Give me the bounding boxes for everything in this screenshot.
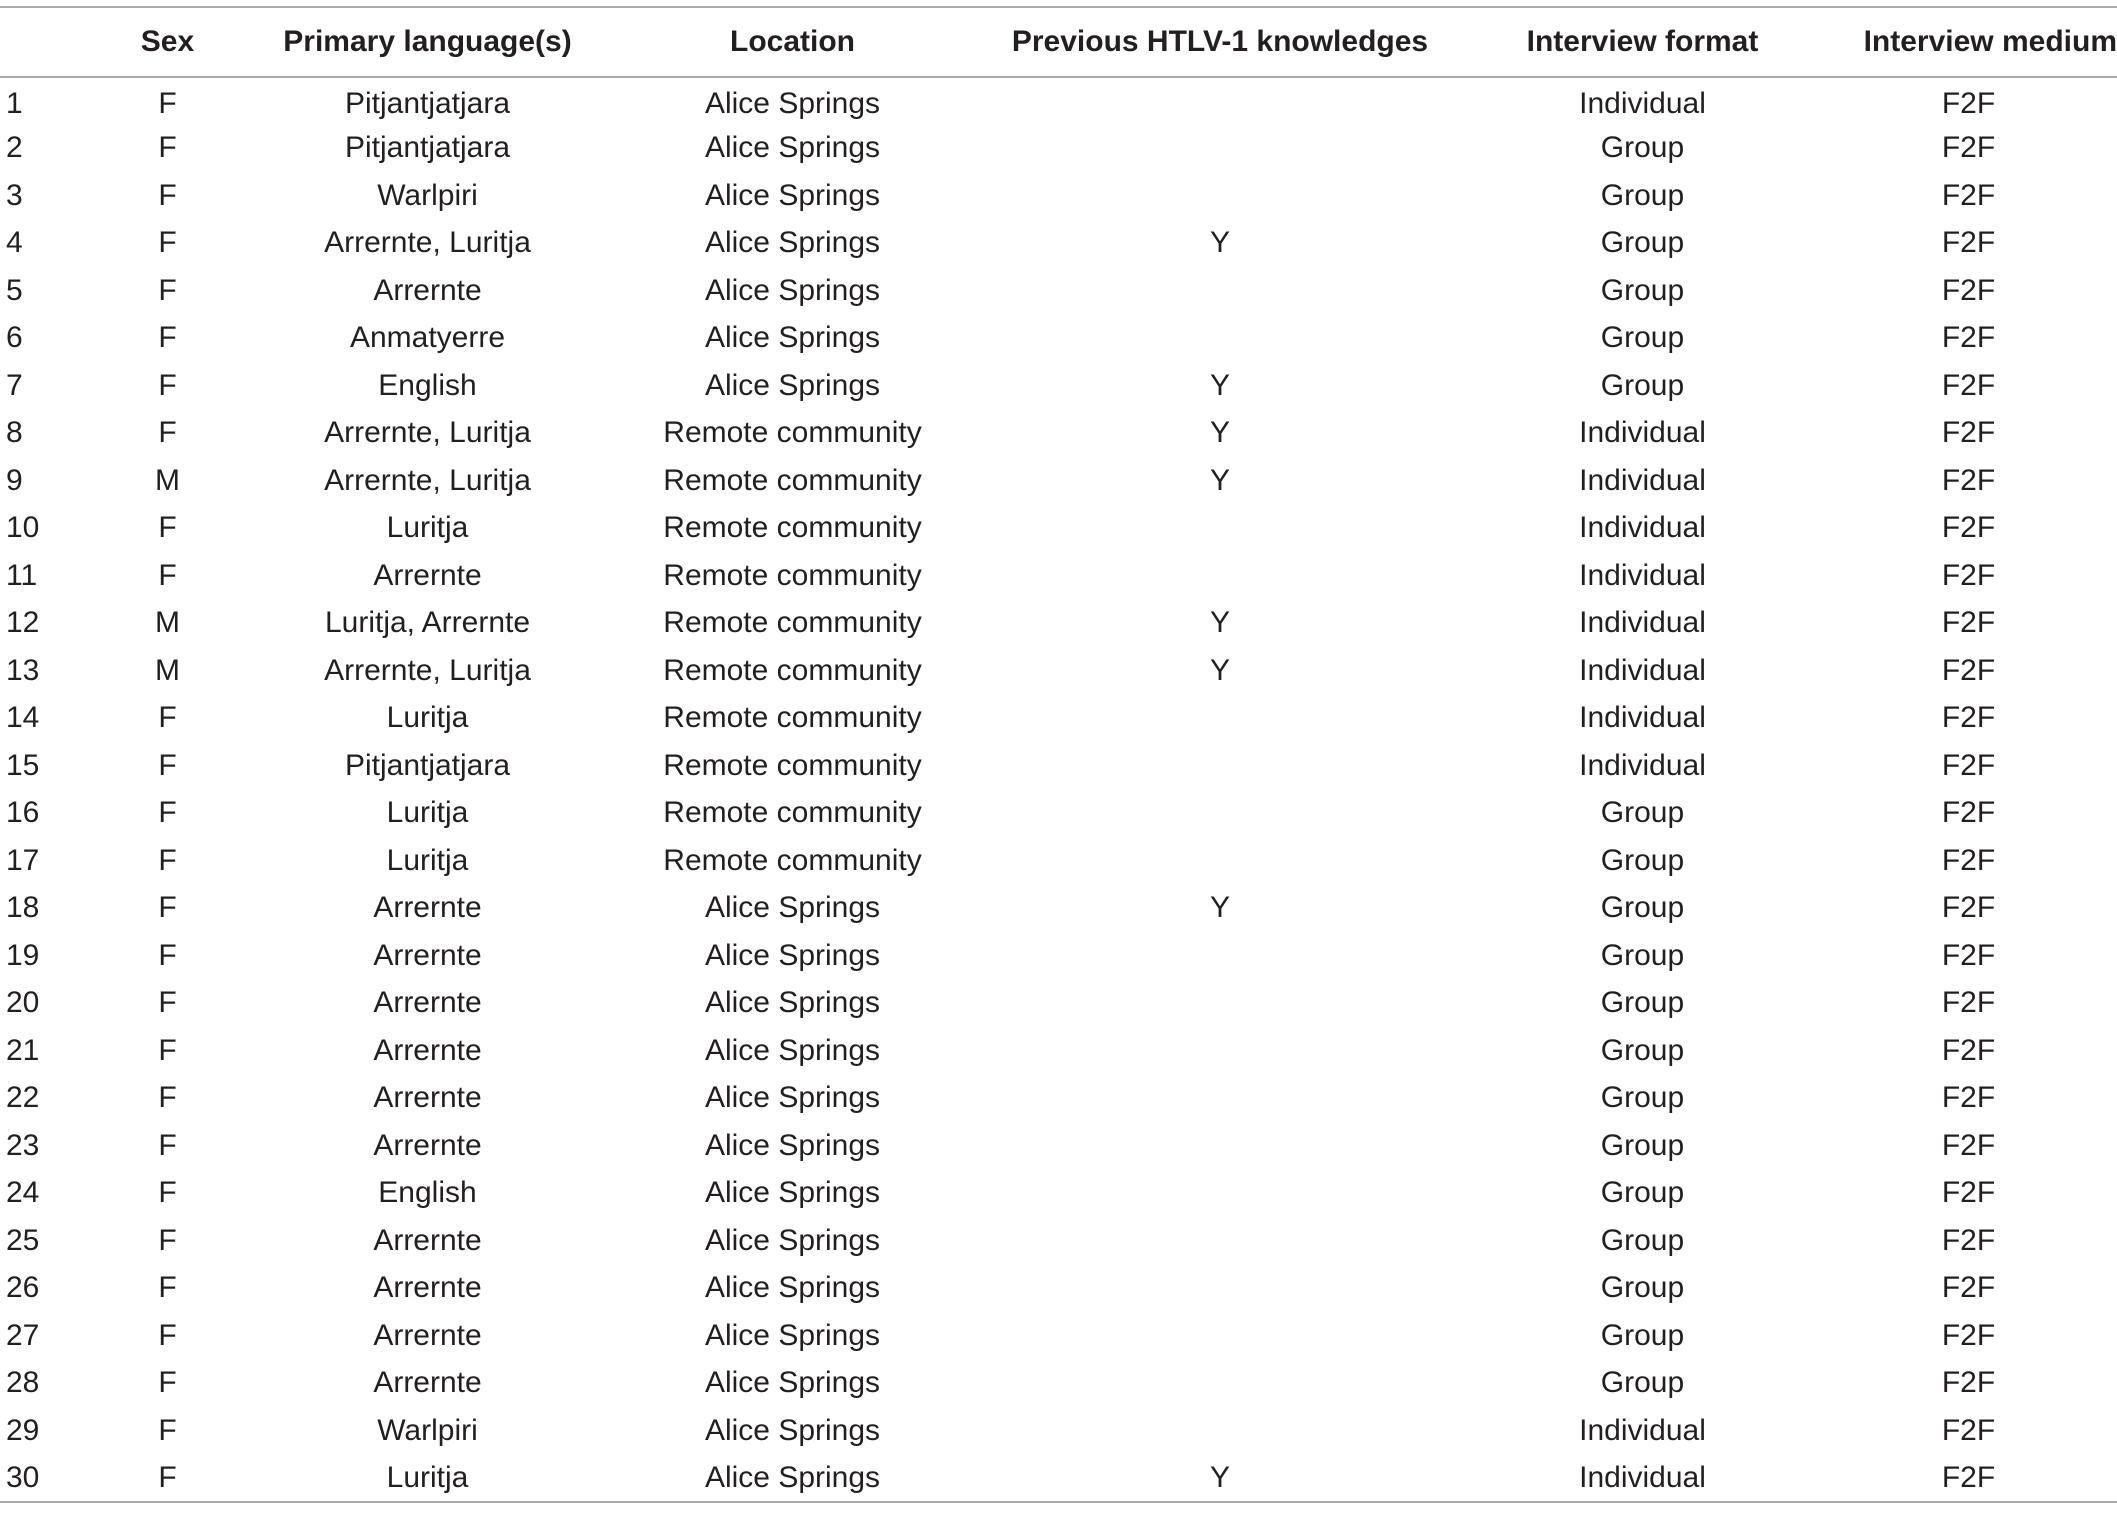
- cell-interview-format: Group: [1600, 1081, 1685, 1115]
- cell-interview-format: Group: [1600, 1033, 1685, 1067]
- cell-htlv-knowledge: [975, 1075, 1465, 1123]
- cell-sex: F: [158, 511, 177, 545]
- table-row: [0, 600, 2117, 648]
- cell-htlv-knowledge: Y: [1209, 606, 1230, 640]
- cell-interview-format: Group: [1600, 796, 1685, 830]
- cell-location: Alice Springs: [704, 1033, 881, 1067]
- cell-participant-id: 29: [6, 1413, 40, 1447]
- cell-location: Remote community: [663, 748, 922, 782]
- cell-interview-format: Group: [1600, 178, 1685, 212]
- cell-sex: F: [158, 701, 177, 735]
- cell-interview-medium: F2F: [1941, 1033, 1996, 1067]
- cell-primary-language: Arrernte: [373, 273, 482, 307]
- cell-interview-format: Group: [1600, 131, 1685, 165]
- cell-interview-medium: F2F: [1941, 1318, 1996, 1352]
- cell-htlv-knowledge: [975, 1360, 1465, 1408]
- cell-interview-medium: F2F: [1941, 87, 1996, 121]
- cell-participant-id: 26: [6, 1271, 40, 1305]
- cell-interview-format: Group: [1600, 1366, 1685, 1400]
- table-row: [0, 790, 2117, 838]
- cell-primary-language: Arrernte: [373, 986, 482, 1020]
- cell-primary-language: Warlpiri: [377, 178, 478, 212]
- cell-htlv-knowledge: Y: [1209, 416, 1230, 450]
- cell-interview-format: Individual: [1579, 558, 1706, 592]
- cell-interview-medium: F2F: [1941, 986, 1996, 1020]
- table-row: [0, 1075, 2117, 1123]
- cell-location: Alice Springs: [704, 226, 881, 260]
- table-row: [0, 1455, 2117, 1503]
- cell-interview-format: Group: [1600, 891, 1685, 925]
- header-primary-language: Primary language(s): [283, 25, 572, 58]
- cell-location: Remote community: [663, 463, 922, 497]
- cell-sex: F: [158, 87, 177, 121]
- table-row: [0, 1170, 2117, 1218]
- cell-interview-medium: F2F: [1941, 843, 1996, 877]
- cell-primary-language: Arrernte, Luritja: [324, 226, 531, 260]
- cell-participant-id: 10: [6, 511, 40, 545]
- cell-interview-format: Group: [1600, 1223, 1685, 1257]
- header-sex: Sex: [140, 25, 195, 58]
- header-htlv-knowledge: Previous HTLV-1 knowledges: [1011, 25, 1429, 58]
- table-row: [0, 1407, 2117, 1455]
- cell-htlv-knowledge: [975, 267, 1465, 315]
- cell-primary-language: Luritja: [386, 796, 469, 830]
- table-row: [0, 552, 2117, 600]
- cell-primary-language: Warlpiri: [377, 1413, 478, 1447]
- cell-sex: F: [158, 891, 177, 925]
- cell-htlv-knowledge: [975, 77, 1465, 125]
- cell-location: Remote community: [663, 843, 922, 877]
- cell-interview-format: Group: [1600, 1318, 1685, 1352]
- cell-interview-format: Individual: [1579, 606, 1706, 640]
- header-interview-medium: Interview medium: [1863, 25, 2117, 58]
- cell-interview-format: Group: [1600, 273, 1685, 307]
- table-row: [0, 695, 2117, 743]
- cell-htlv-knowledge: [975, 1312, 1465, 1360]
- table-row: [0, 742, 2117, 790]
- cell-participant-id: 21: [6, 1033, 40, 1067]
- cell-interview-format: Group: [1600, 843, 1685, 877]
- cell-participant-id: 7: [6, 368, 23, 402]
- cell-location: Alice Springs: [704, 131, 881, 165]
- participants-table: [0, 6, 2117, 1503]
- cell-location: Alice Springs: [704, 1413, 881, 1447]
- table-row: [0, 172, 2117, 220]
- table-row: [0, 1360, 2117, 1408]
- cell-htlv-knowledge: [975, 125, 1465, 173]
- table-row: [0, 267, 2117, 315]
- table-row: [0, 125, 2117, 173]
- cell-interview-medium: F2F: [1941, 416, 1996, 450]
- cell-sex: F: [158, 986, 177, 1020]
- cell-interview-medium: F2F: [1941, 1223, 1996, 1257]
- cell-location: Remote community: [663, 558, 922, 592]
- cell-interview-medium: F2F: [1941, 558, 1996, 592]
- cell-location: Alice Springs: [704, 321, 881, 355]
- cell-participant-id: 4: [6, 226, 23, 260]
- cell-interview-format: Group: [1600, 226, 1685, 260]
- cell-htlv-knowledge: [975, 1170, 1465, 1218]
- cell-location: Alice Springs: [704, 1128, 881, 1162]
- cell-participant-id: 27: [6, 1318, 40, 1352]
- cell-htlv-knowledge: [975, 315, 1465, 363]
- table-row: [0, 647, 2117, 695]
- cell-sex: F: [158, 843, 177, 877]
- cell-location: Remote community: [663, 701, 922, 735]
- cell-htlv-knowledge: [975, 505, 1465, 553]
- cell-sex: F: [158, 1081, 177, 1115]
- cell-sex: F: [158, 1271, 177, 1305]
- cell-sex: F: [158, 1223, 177, 1257]
- cell-primary-language: Arrernte: [373, 938, 482, 972]
- cell-location: Alice Springs: [704, 1223, 881, 1257]
- cell-interview-medium: F2F: [1941, 1271, 1996, 1305]
- cell-interview-medium: F2F: [1941, 1081, 1996, 1115]
- table-row: [0, 315, 2117, 363]
- cell-primary-language: Arrernte: [373, 1271, 482, 1305]
- cell-sex: F: [158, 321, 177, 355]
- cell-participant-id: 11: [6, 558, 38, 592]
- cell-sex: F: [158, 1413, 177, 1447]
- cell-location: Alice Springs: [704, 87, 881, 121]
- table-row: [0, 505, 2117, 553]
- cell-htlv-knowledge: [975, 790, 1465, 838]
- header-location: Location: [730, 25, 855, 58]
- cell-location: Remote community: [663, 796, 922, 830]
- cell-primary-language: Arrernte, Luritja: [324, 653, 531, 687]
- cell-interview-format: Individual: [1579, 416, 1706, 450]
- cell-interview-medium: F2F: [1941, 796, 1996, 830]
- cell-interview-medium: F2F: [1941, 938, 1996, 972]
- cell-interview-medium: F2F: [1941, 178, 1996, 212]
- header-interview-format: Interview format: [1526, 25, 1759, 58]
- cell-location: Alice Springs: [704, 368, 881, 402]
- cell-location: Remote community: [663, 511, 922, 545]
- cell-sex: M: [155, 653, 180, 687]
- cell-htlv-knowledge: [975, 1122, 1465, 1170]
- cell-interview-format: Individual: [1579, 1413, 1706, 1447]
- cell-location: Alice Springs: [704, 1366, 881, 1400]
- cell-participant-id: 9: [6, 463, 23, 497]
- table-row: [0, 885, 2117, 933]
- cell-interview-format: Individual: [1579, 87, 1706, 121]
- cell-participant-id: 1: [6, 87, 23, 121]
- cell-primary-language: Arrernte: [373, 891, 482, 925]
- cell-interview-format: Individual: [1579, 1460, 1706, 1494]
- cell-primary-language: Luritja: [386, 843, 469, 877]
- cell-interview-medium: F2F: [1941, 511, 1996, 545]
- cell-primary-language: Arrernte: [373, 558, 482, 592]
- cell-participant-id: 16: [6, 796, 40, 830]
- cell-participant-id: 28: [6, 1366, 40, 1400]
- cell-sex: F: [158, 368, 177, 402]
- cell-participant-id: 2: [6, 131, 23, 165]
- cell-htlv-knowledge: [975, 552, 1465, 600]
- cell-location: Alice Springs: [704, 986, 881, 1020]
- cell-sex: F: [158, 748, 177, 782]
- cell-sex: F: [158, 226, 177, 260]
- cell-participant-id: 12: [6, 606, 40, 640]
- cell-participant-id: 25: [6, 1223, 40, 1257]
- cell-interview-format: Group: [1600, 1176, 1685, 1210]
- cell-interview-format: Individual: [1579, 511, 1706, 545]
- cell-location: Alice Springs: [704, 178, 881, 212]
- cell-participant-id: 8: [6, 416, 23, 450]
- cell-participant-id: 20: [6, 986, 40, 1020]
- cell-sex: F: [158, 1033, 177, 1067]
- cell-location: Alice Springs: [704, 938, 881, 972]
- table-row: [0, 980, 2117, 1028]
- cell-interview-medium: F2F: [1941, 463, 1996, 497]
- cell-interview-medium: F2F: [1941, 1413, 1996, 1447]
- cell-interview-medium: F2F: [1941, 1460, 1996, 1494]
- cell-primary-language: Arrernte: [373, 1318, 482, 1352]
- cell-interview-medium: F2F: [1941, 653, 1996, 687]
- cell-participant-id: 3: [6, 178, 23, 212]
- cell-interview-format: Group: [1600, 368, 1685, 402]
- cell-participant-id: 23: [6, 1128, 40, 1162]
- cell-primary-language: Anmatyerre: [349, 321, 506, 355]
- cell-participant-id: 13: [6, 653, 40, 687]
- cell-primary-language: Luritja: [386, 701, 469, 735]
- table-row: [0, 1312, 2117, 1360]
- cell-participant-id: 6: [6, 321, 23, 355]
- cell-htlv-knowledge: [975, 695, 1465, 743]
- cell-sex: M: [155, 463, 180, 497]
- cell-htlv-knowledge: Y: [1209, 368, 1230, 402]
- cell-htlv-knowledge: Y: [1209, 1460, 1230, 1494]
- cell-participant-id: 22: [6, 1081, 40, 1115]
- cell-sex: F: [158, 796, 177, 830]
- table-row: [0, 77, 2117, 125]
- cell-participant-id: 17: [6, 843, 40, 877]
- cell-participant-id: 18: [6, 891, 40, 925]
- cell-participant-id: 19: [6, 938, 40, 972]
- cell-sex: F: [158, 178, 177, 212]
- cell-htlv-knowledge: Y: [1209, 463, 1230, 497]
- cell-htlv-knowledge: [975, 172, 1465, 220]
- cell-primary-language: Arrernte: [373, 1223, 482, 1257]
- header-row: [0, 7, 2117, 77]
- table-row: [0, 362, 2117, 410]
- cell-htlv-knowledge: [975, 1027, 1465, 1075]
- cell-location: Alice Springs: [704, 891, 881, 925]
- cell-location: Alice Springs: [704, 1081, 881, 1115]
- cell-location: Alice Springs: [704, 273, 881, 307]
- cell-participant-id: 30: [6, 1460, 40, 1494]
- cell-participant-id: 15: [6, 748, 40, 782]
- cell-primary-language: Arrernte: [373, 1128, 482, 1162]
- cell-sex: F: [158, 131, 177, 165]
- cell-location: Remote community: [663, 653, 922, 687]
- cell-interview-format: Group: [1600, 321, 1685, 355]
- cell-interview-medium: F2F: [1941, 701, 1996, 735]
- cell-interview-medium: F2F: [1941, 368, 1996, 402]
- cell-location: Alice Springs: [704, 1271, 881, 1305]
- cell-interview-medium: F2F: [1941, 748, 1996, 782]
- cell-location: Alice Springs: [704, 1318, 881, 1352]
- table-row: [0, 1122, 2117, 1170]
- cell-htlv-knowledge: [975, 1265, 1465, 1313]
- cell-sex: F: [158, 1460, 177, 1494]
- cell-interview-medium: F2F: [1941, 273, 1996, 307]
- table-row: [0, 410, 2117, 458]
- table-row: [0, 1265, 2117, 1313]
- cell-htlv-knowledge: [975, 742, 1465, 790]
- table-row: [0, 457, 2117, 505]
- cell-primary-language: Luritja, Arrernte: [324, 606, 531, 640]
- table-row: [0, 1027, 2117, 1075]
- cell-htlv-knowledge: [975, 837, 1465, 885]
- cell-primary-language: Arrernte, Luritja: [324, 463, 531, 497]
- cell-interview-medium: F2F: [1941, 131, 1996, 165]
- cell-interview-format: Individual: [1579, 701, 1706, 735]
- cell-sex: F: [158, 273, 177, 307]
- cell-htlv-knowledge: [975, 932, 1465, 980]
- cell-sex: M: [155, 606, 180, 640]
- cell-primary-language: Pitjantjatjara: [344, 131, 511, 165]
- cell-interview-format: Group: [1600, 986, 1685, 1020]
- table-row: [0, 220, 2117, 268]
- cell-primary-language: Arrernte, Luritja: [324, 416, 531, 450]
- cell-htlv-knowledge: [975, 1217, 1465, 1265]
- cell-htlv-knowledge: [975, 980, 1465, 1028]
- table-row: [0, 837, 2117, 885]
- cell-htlv-knowledge: Y: [1209, 226, 1230, 260]
- cell-location: Remote community: [663, 416, 922, 450]
- cell-primary-language: English: [378, 1176, 477, 1210]
- cell-interview-medium: F2F: [1941, 226, 1996, 260]
- cell-interview-format: Group: [1600, 1128, 1685, 1162]
- cell-interview-format: Individual: [1579, 463, 1706, 497]
- cell-participant-id: 24: [6, 1176, 40, 1210]
- header-id: [0, 7, 90, 77]
- cell-sex: F: [158, 1318, 177, 1352]
- table-row: [0, 932, 2117, 980]
- cell-sex: F: [158, 938, 177, 972]
- cell-primary-language: Arrernte: [373, 1081, 482, 1115]
- cell-primary-language: Arrernte: [373, 1366, 482, 1400]
- cell-participant-id: 5: [6, 273, 23, 307]
- cell-interview-format: Individual: [1579, 748, 1706, 782]
- table-body: [0, 77, 2117, 1502]
- cell-interview-medium: F2F: [1941, 1128, 1996, 1162]
- cell-interview-medium: F2F: [1941, 321, 1996, 355]
- cell-sex: F: [158, 1128, 177, 1162]
- cell-interview-medium: F2F: [1941, 1366, 1996, 1400]
- cell-interview-medium: F2F: [1941, 1176, 1996, 1210]
- cell-primary-language: Luritja: [386, 511, 469, 545]
- cell-primary-language: Luritja: [386, 1460, 469, 1494]
- cell-interview-medium: F2F: [1941, 606, 1996, 640]
- cell-interview-format: Group: [1600, 1271, 1685, 1305]
- cell-interview-format: Group: [1600, 938, 1685, 972]
- cell-location: Remote community: [663, 606, 922, 640]
- cell-location: Alice Springs: [704, 1176, 881, 1210]
- cell-htlv-knowledge: [975, 1407, 1465, 1455]
- cell-sex: F: [158, 1176, 177, 1210]
- cell-interview-medium: F2F: [1941, 891, 1996, 925]
- cell-sex: F: [158, 1366, 177, 1400]
- cell-primary-language: Arrernte: [373, 1033, 482, 1067]
- cell-sex: F: [158, 558, 177, 592]
- cell-primary-language: English: [378, 368, 477, 402]
- table-row: [0, 1217, 2117, 1265]
- cell-htlv-knowledge: Y: [1209, 653, 1230, 687]
- cell-sex: F: [158, 416, 177, 450]
- cell-interview-format: Individual: [1579, 653, 1706, 687]
- cell-location: Alice Springs: [704, 1460, 881, 1494]
- cell-htlv-knowledge: Y: [1209, 891, 1230, 925]
- cell-primary-language: Pitjantjatjara: [344, 87, 511, 121]
- cell-participant-id: 14: [6, 701, 40, 735]
- cell-primary-language: Pitjantjatjara: [344, 748, 511, 782]
